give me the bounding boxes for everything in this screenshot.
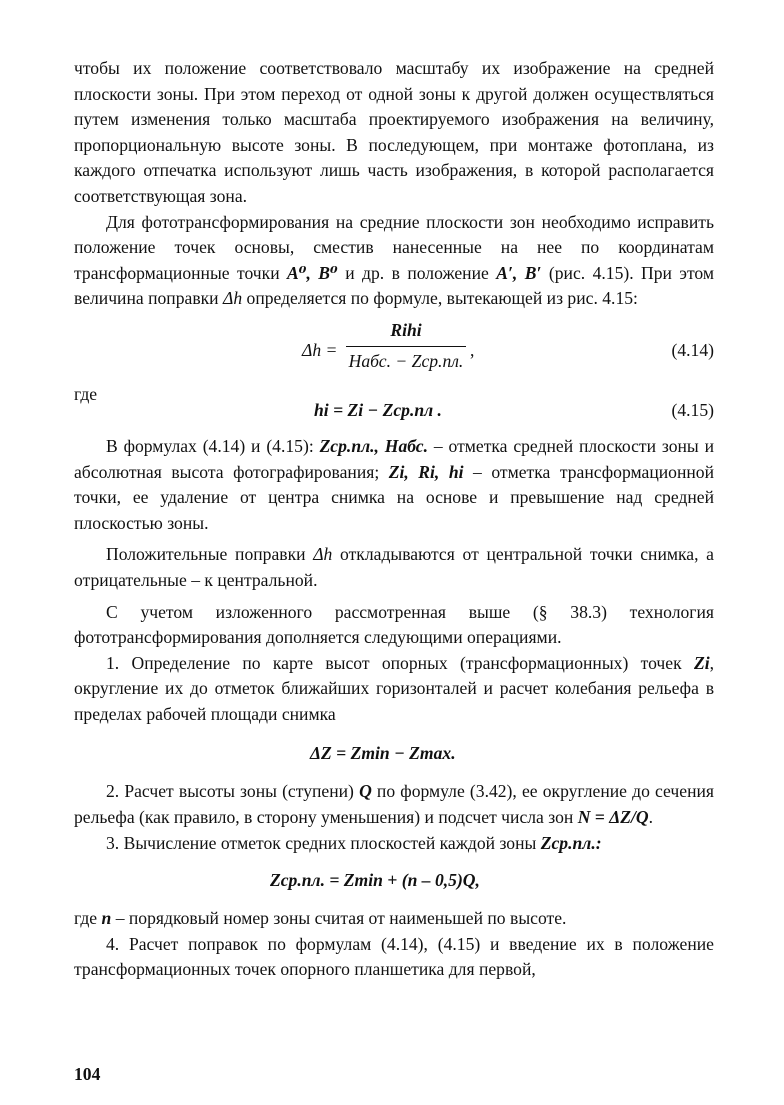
page-body	[74, 56, 714, 983]
z-h-symbols: Zср.пл., Hабс.	[319, 435, 429, 456]
formula-4-14	[74, 318, 714, 382]
formula-delta-z	[74, 727, 714, 779]
paragraph-6: 1. Определение по карте высот опорных (трансформационных) точек Zi, округление их до отметок ближайших горизонталей и расчет колебания рельефа в пределах рабочей площади снимка	[74, 652, 714, 724]
paragraph-1: чтобы их положение соответствовало масштабу их изображение на средней плоскости зоны. При этом переход от одной зоны к другой должен осуществляться путем изменения только масштаба проектируемого изображения на величину, пропорциональную высоте зоны. В последующем, при монтаже фотоплана, из каждого отпечатка используют лишь часть изображения, в которой располагается соответствующая зона.	[74, 58, 714, 206]
zsr-symbol: Zср.пл.:	[540, 832, 602, 853]
zi-ri-hi-symbols: Zi, Ri, hi	[388, 461, 464, 482]
formula-4-14-lhs: Δh =	[302, 339, 338, 360]
formula-zsr-text: Zср.пл. = Zmin + (n – 0,5)Q,	[270, 870, 480, 891]
formula-4-14-fraction	[346, 318, 466, 374]
paragraph-3: В формулах (4.14) и (4.15): Zср.пл., Hабс. – отметка средней плоскости зоны и абсолютная высота фотографирования; Zi, Ri, hi – отметка трансформационной точки, ее удаление от центра снимка на основе и превышение над средней плоскостью зоны.	[74, 435, 715, 533]
points-a0-b0: A⁰, B⁰	[287, 262, 338, 283]
paragraph-8: 3. Вычисление отметок средних плоскостей каждой зоны Zср.пл.:	[106, 832, 602, 853]
delta-h-symbol: Δh	[223, 288, 243, 309]
formula-4-15-row	[74, 383, 714, 426]
paragraph-2: Для фототрансформирования на средние плоскости зон необходимо исправить положение точек основы, сместив нанесенные на нее по координатам трансформационные точки A⁰, B⁰ и др. в положение A′, B′ (рис. 4.15). При этом величина поправки Δh определяется по формуле, вытекающей из рис. 4.15:	[74, 211, 714, 309]
n-symbol: n	[101, 908, 112, 929]
delta-h-symbol-2: Δh	[313, 544, 333, 565]
equation-number-4-14: (4.14)	[671, 339, 714, 360]
where-label: где	[74, 383, 98, 404]
paragraph-10: 4. Расчет поправок по формулам (4.14), (4.15) и введение их в положение трансформационных точек опорного планшетика для первой,	[74, 933, 714, 980]
paragraph-7: 2. Расчет высоты зоны (ступени) Q по формуле (3.42), ее округление до сечения рельефа (как правило, в сторону уменьшения) и подсчет числа зон N = ΔZ/Q.	[74, 781, 715, 828]
zi-symbol: Zi	[693, 652, 710, 673]
equation-number-4-15: (4.15)	[671, 399, 714, 420]
points-a-b-prime: A′, B′	[496, 262, 542, 283]
formula-4-14-comma: ,	[470, 339, 475, 360]
formula-delta-z-text: ΔZ = Zmin − Zmax.	[310, 743, 456, 764]
formula-zsr	[74, 856, 714, 906]
fraction-bar	[346, 346, 466, 347]
formula-4-14-numerator: Rihi	[390, 319, 422, 340]
n-equation: N = ΔZ/Q	[577, 807, 649, 828]
paragraph-4: Положительные поправки Δh откладываются от центральной точки снимка, а отрицательные – к центральной.	[74, 544, 714, 590]
formula-4-15: hi = Zi − Zср.пл .	[314, 399, 442, 420]
page-number: 104	[74, 1064, 101, 1084]
paragraph-5: С учетом изложенного рассмотренная выше (§ 38.3) технология фототрансформирования дополняется следующими операциями.	[74, 601, 714, 648]
q-symbol: Q	[359, 781, 372, 802]
formula-4-14-denominator: Hабс. − Zср.пл.	[348, 350, 464, 371]
paragraph-9: где n – порядковый номер зоны считая от наименьшей по высоте.	[74, 908, 567, 929]
